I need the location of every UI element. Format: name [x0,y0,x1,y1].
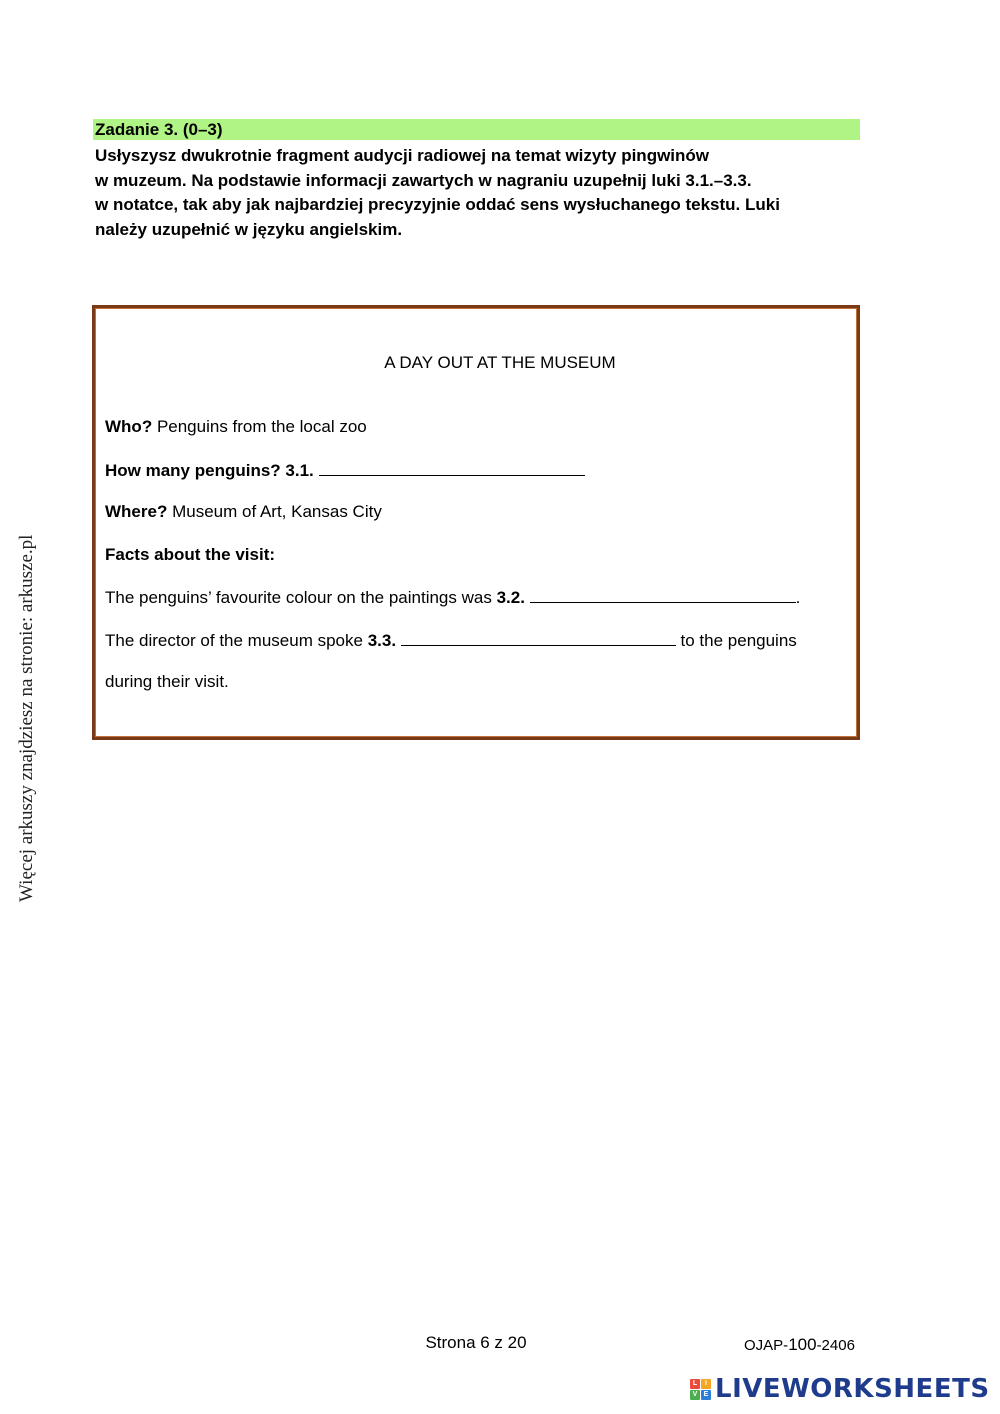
logo-tile: I [701,1379,711,1389]
task-header: Zadanie 3. (0–3) [93,119,860,140]
note-how-many [105,459,585,482]
note-where [105,501,382,523]
instruction-line: Usłyszysz dwukrotnie fragment audycji radiowej na temat wizyty pingwinów [95,146,710,165]
how-many-label: How many penguins? 3.1. [105,461,314,480]
fact2-after: to the penguins [680,631,797,650]
where-value: Museum of Art, Kansas City [172,502,382,521]
note-fact-director [105,629,797,652]
task-instructions [95,144,855,242]
logo-tile: V [690,1390,700,1400]
logo-tile: E [701,1390,711,1400]
note-fact-director-cont [105,671,229,693]
instruction-line: w muzeum. Na podstawie informacji zawartych w nagraniu uzupełnij luki 3.1.–3.3. [95,170,752,190]
who-value: Penguins from the local zoo [156,417,367,436]
where-label: Where? [105,502,168,521]
exam-code-suffix: -2406 [816,1337,855,1354]
facts-label: Facts about the visit: [105,545,276,564]
logo-tile: L [690,1379,700,1389]
fact2-text: The director of the museum spoke [105,631,363,650]
gap-number-3-3: 3.3. [367,631,397,650]
fact2-continuation: during their visit. [105,672,229,691]
liveworksheets-logo[interactable] [690,1374,990,1404]
answer-gap-3-3[interactable] [401,629,676,646]
fact1-text: The penguins’ favourite colour on the paintings was [105,588,492,607]
instruction-line: należy uzupełnić w języku angielskim. [95,219,403,239]
answer-gap-3-1[interactable] [319,459,585,476]
note-facts-heading [105,544,275,566]
answer-gap-3-2[interactable] [530,586,796,603]
note-title: A DAY OUT AT THE MUSEUM [384,353,616,372]
fact1-end: . [795,588,801,607]
exam-code [744,1335,855,1355]
page-number: Strona 6 z 20 [425,1333,527,1352]
who-label: Who? [105,417,153,436]
gap-number-3-2: 3.2. [496,588,525,607]
note-who [105,416,367,438]
liveworksheets-wordmark: LIVEWORKSHEETS [715,1374,990,1404]
liveworksheets-icon [690,1379,711,1400]
exam-code-number: 100 [788,1335,817,1354]
side-watermark-text: Więcej arkuszy znajdziesz na stronie: arkusze.pl [16,534,37,902]
exam-code-prefix: OJAP- [744,1337,789,1354]
note-fact-colour [105,586,800,609]
instruction-line: w notatce, tak aby jak najbardziej precyzyjnie oddać sens wysłuchanego tekstu. Luki [95,195,780,214]
